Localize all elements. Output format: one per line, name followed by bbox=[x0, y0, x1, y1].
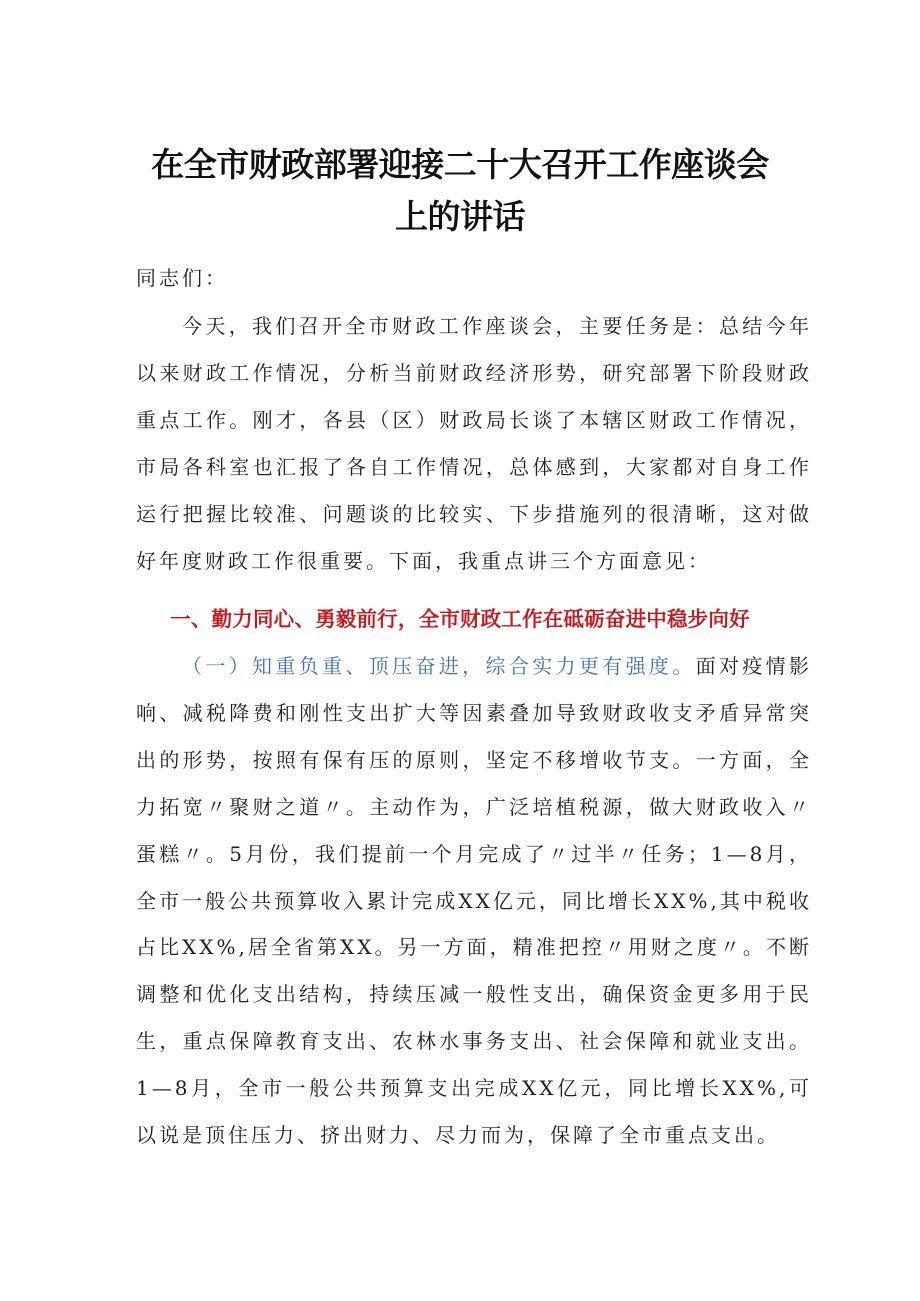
paragraph-intro: 今天，我们召开全市财政工作座谈会，主要任务是：总结今年以来财政工作情况，分析当前财政经济形势，研究部署下阶段财政重点工作。刚才，各县（区）财政局长谈了本辖区财政工作情况，市局各科室也汇报了各自工作情况，总体感到，大家都对自身工作运行把握比较准、问题谈的比较实、下步措施列的很清晰，这对做好年度财政工作很重要。下面，我重点讲三个方面意见： bbox=[136, 314, 812, 573]
section-heading-1: 一、勤力同心、勇毅前行，全市财政工作在砥砺奋进中稳步向好 bbox=[170, 607, 750, 631]
document-title-line-2: 上的讲话 bbox=[395, 197, 525, 236]
paragraph-body: 面对疫情影响、减税降费和刚性支出扩大等因素叠加导致财政收支矛盾异常突出的形势，按照有保有压的原则，坚定不移增收节支。一方面，全力拓宽〃聚财之道〃。主动作为，广泛培植税源，做大财政收入〃蛋糕〃。5月份，我们提前一个月完成了〃过半〃任务；1—8月，全市一般公共预算收入累计完成XX亿元，同比增长XX%,其中税收占比XX%,居全省第XX。另一方面，精准把控〃用财之度〃。不断调整和优化支出结构，持续压减一般性支出，确保资金更多用于民生，重点保障教育支出、农林水事务支出、社会保障和就业支出。1—8月，全市一般公共预算支出完成XX亿元，同比增长XX%,可以说是顶住压力、挤出财力、尽力而为，保障了全市重点支出。 bbox=[136, 654, 813, 1148]
paragraph-section-1-1 bbox=[136, 643, 812, 1159]
document-title-line-1: 在全市财政部署迎接二十大召开工作座谈会 bbox=[151, 145, 769, 184]
salutation: 同志们： bbox=[136, 266, 228, 290]
subsection-heading-1: （一）知重负重、顶压奋进，综合实力更有强度。 bbox=[182, 654, 696, 678]
